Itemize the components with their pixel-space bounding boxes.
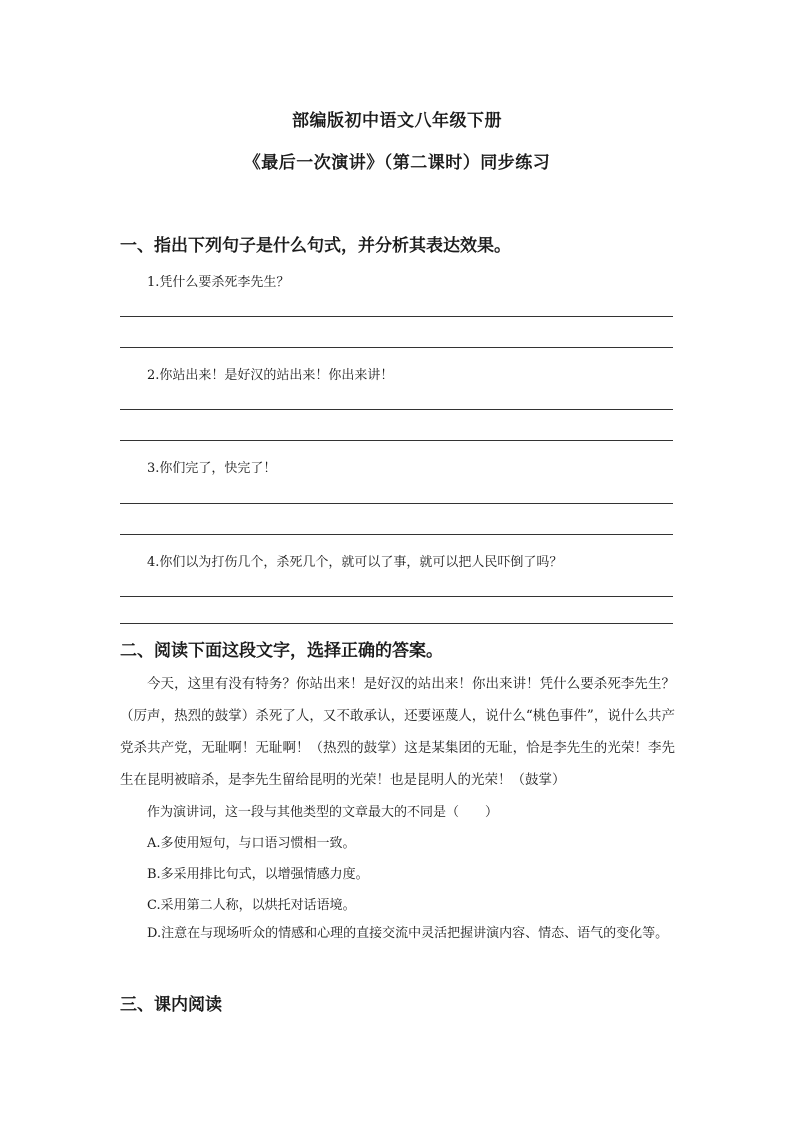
- answer-line: [120, 409, 673, 410]
- document-subtitle: 《最后一次演讲》（第二课时）同步练习: [243, 153, 551, 173]
- reading-passage: 今天，这里有没有特务？你站出来！是好汉的站出来！你出来讲！凭什么要杀死李先生？（厉声，热烈的鼓掌）杀死了人，又不敢承认，还要诬蔑人，说什么“桃色事件”，说什么共产党杀共产党，无耻啊！无耻啊！（热烈的鼓掌）这是某集团的无耻，恰是李先生的光荣！李先生在昆明被暗杀，是李先生留给昆明的光荣！也是昆明人的光荣！（鼓掌）: [120, 676, 675, 788]
- question-3: 3.你们完了，快完了！: [147, 461, 277, 476]
- section-1-heading: 一、指出下列句子是什么句式，并分析其表达效果。: [120, 236, 511, 256]
- answer-line: [120, 623, 673, 624]
- answer-line: [120, 534, 673, 535]
- option-c: C.采用第二人称，以烘托对话语境。: [147, 898, 356, 913]
- question-4: 4.你们以为打伤几个，杀死几个，就可以了事，就可以把人民吓倒了吗？: [147, 555, 563, 570]
- option-b: B.多采用排比句式，以增强情感力度。: [147, 867, 369, 882]
- answer-line: [120, 596, 673, 597]
- answer-line: [120, 347, 673, 348]
- option-d: D.注意在与现场听众的情感和心理的直接交流中灵活把握讲演内容、情态、语气的变化等。: [147, 926, 669, 941]
- question-2: 2.你站出来！是好汉的站出来！你出来讲！: [147, 368, 394, 383]
- section-3-heading: 三、课内阅读: [120, 995, 222, 1015]
- answer-line: [120, 316, 673, 317]
- answer-line: [120, 440, 673, 441]
- document-title: 部编版初中语文八年级下册: [292, 111, 502, 131]
- section-2-heading: 二、阅读下面这段文字，选择正确的答案。: [120, 641, 443, 661]
- question-1: 1.凭什么要杀死李先生？: [147, 275, 290, 290]
- option-a: A.多使用短句，与口语习惯相一致。: [147, 836, 356, 851]
- mc-question: 作为演讲词，这一段与其他类型的文章最大的不同是（ ）: [147, 805, 499, 820]
- answer-line: [120, 503, 673, 504]
